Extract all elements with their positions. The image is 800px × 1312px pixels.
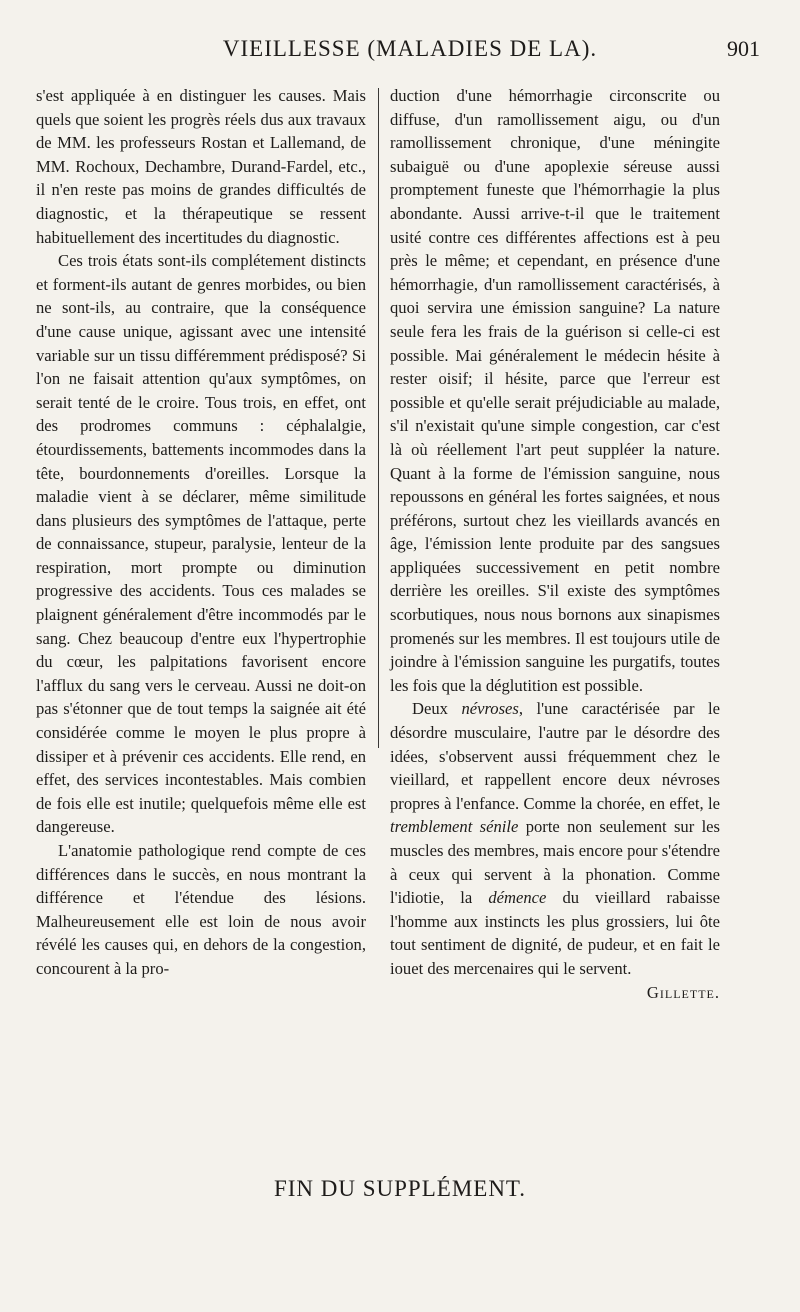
running-head (60, 36, 760, 66)
p2-text-d: du vieillard rabaisse l'homme aux instincts les plus grossiers, lui ôte tout sentiment de dignité, de pudeur, et en fait le iouet des mercenaires qui le servent. (390, 888, 720, 978)
end-of-supplement: FIN DU SUPPLÉMENT. (273, 1176, 527, 1201)
left-paragraph-2: Ces trois états sont-ils complétement distincts et forment-ils autant de genres morbides, ou bien ne sont-ils, au contraire, que la conséquence d'une cause unique, agissant avec une intensité variable sur un tissu différemment prédisposé? Si l'on ne faisait attention qu'aux symptômes, on serait tenté de le croire. Tous trois, en effet, ont des prodromes communs : céphalalgie, étourdissements, battements incommodes dans la tête, bourdonnements d'oreilles. Lorsque la maladie vient à se déclarer, même similitude dans plusieurs des symptômes de l'attaque, perte de connaissance, stupeur, paralysie, lenteur de la respiration, mort prompte ou diminution progressive des accidents. Tous ces malades se plaignent généralement d'être incommodés par le sang. Chez beaucoup d'entre eux l'hypertrophie du cœur, les palpitations favorisent encore l'afflux du sang vers le cerveau. Aussi ne doit-on pas s'étonner que de tout temps la saignée ait été considérée comme le moyen le plus propre à dissiper et à prévenir ces accidents. Elle rend, en effet, des services incontestables. Mais combien de fois elle est inutile; quelquefois même elle est dangereuse. (36, 251, 366, 837)
right-column (390, 84, 720, 1004)
column-divider (378, 88, 379, 748)
p2-text-c: porte non seulement sur les muscles des membres, mais encore pour s'étendre à ceux qui servent à la phonation. Comme l'idiotie, la (390, 817, 721, 908)
left-column (36, 84, 366, 981)
left-paragraph-3: L'anatomie pathologique rend compte de ces différences dans le succès, en nous montrant la différence et l'étendue des lésions. Malheureusement elle est loin de nous avoir révélé les causes qui, en dehors de la congestion, concourent à la pro- (36, 841, 366, 978)
p2-text-b: , l'une caractérisée par le désordre musculaire, l'autre par le désordre des idées, s'observent aussi fréquemment chez le vieillard, et rappellent encore deux névroses propres à l'enfance. Comme la chorée, en effet, le (390, 699, 721, 813)
author-signature: Gillette. (646, 982, 720, 1002)
left-paragraph-1: s'est appliquée à en distinguer les causes. Mais quels que soient les progrès réels dus aux travaux de MM. les professeurs Rostan et Lallemand, de MM. Rochoux, Dechambre, Durand-Fardel, etc., il n'en reste pas moins de grandes difficultés de diagnostic, et la thérapeutique se ressent habituellement des incertitudes du diagnostic. (36, 86, 366, 247)
right-paragraph-2 (390, 697, 721, 1002)
term-tremblement-senile: tremblement sénile (390, 817, 519, 837)
page-number: 901 (727, 36, 760, 61)
running-title: VIEILLESSE (MALADIES DE LA). (222, 36, 598, 61)
right-paragraph-1: duction d'une hémorrhagie circonscrite ou diffuse, d'un ramollissement aigu, ou d'un ramollissement chronique, d'une méningite subaiguë ou d'une apoplexie séreuse aussi promptement funeste que l'hémorrhagie la plus abondante. Aussi arrive-t-il que le traitement usité contre ces différentes affections est à peu près le même; et cependant, en présence d'une hémorrhagie, d'un ramollissement caractérisés, à quoi servira une émission sanguine? La nature seule fera les frais de la guérison si celle-ci est possible. Mai généralement le médecin hésite à rester oisif; il hésite, parce que l'erreur est possible et qu'elle serait préjudiciable au malade, s'il n'existait qu'une simple congestion, car c'est là où réellement l'art peut suppléer la nature. Quant à la forme de l'émission sanguine, nous repoussons en général les fortes saignées, et nous préférons, surtout chez les vieillards avancés en âge, l'émission lente produite par des sangsues appliquées successivement en petit nombre derrière les oreilles. S'il existe des symptômes scorbutiques, nous nous bornons aux sinapismes promenés sur les membres. Il est toujours utile de joindre à l'émission sanguine les purgatifs, toutes les fois que la déglutition est possible. (390, 86, 720, 695)
term-nevroses: névroses (461, 699, 519, 719)
term-demence: démence (488, 888, 547, 908)
p2-text-a: Deux (412, 699, 462, 719)
text-columns (36, 84, 760, 1194)
